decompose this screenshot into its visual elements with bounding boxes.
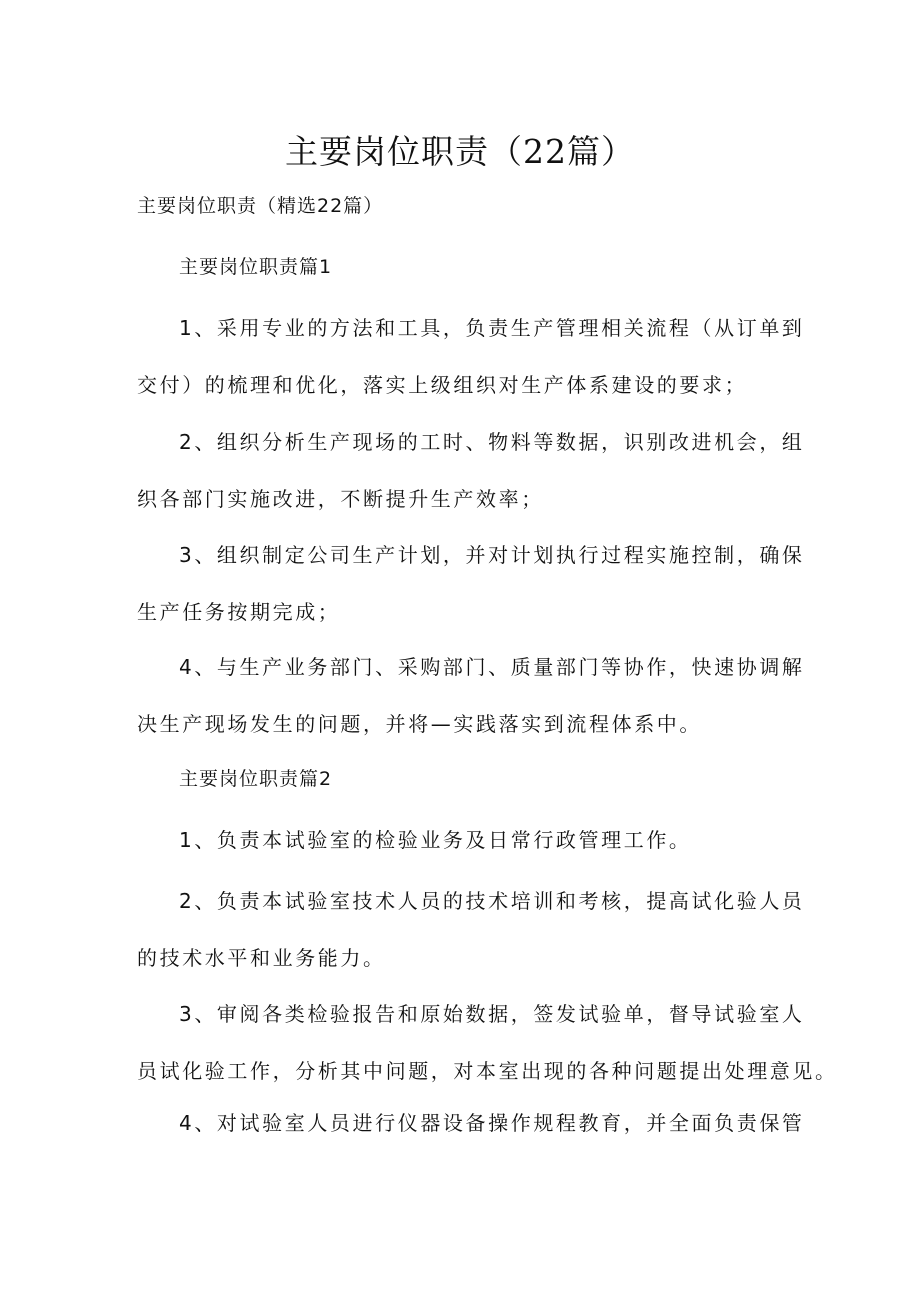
paragraph-line: 4、与生产业务部门、采购部门、质量部门等协作，快速协调解 bbox=[179, 655, 805, 679]
paragraph-line: 4、对试验室人员进行仪器设备操作规程教育，并全面负责保管 bbox=[179, 1111, 805, 1135]
paragraph-line: 1、采用专业的方法和工具，负责生产管理相关流程（从订单到 bbox=[179, 316, 805, 340]
paragraph-line: 2、组织分析生产现场的工时、物料等数据，识别改进机会，组 bbox=[179, 430, 805, 454]
paragraph-line: 1、负责本试验室的检验业务及日常行政管理工作。 bbox=[179, 828, 692, 852]
paragraph-2-4 bbox=[137, 1106, 805, 1163]
paragraph-2-1 bbox=[137, 823, 787, 880]
paragraph-line: 员试化验工作，分析其中问题，对本室出现的各种问题提出处理意见。 bbox=[137, 1059, 838, 1083]
paragraph-1-2 bbox=[137, 425, 805, 539]
paragraph-line: 生产任务按期完成； bbox=[137, 600, 341, 624]
document-title: 主要岗位职责（22篇） bbox=[285, 132, 635, 171]
section-heading-2: 主要岗位职责篇2 bbox=[179, 768, 333, 790]
paragraph-2-2 bbox=[137, 884, 805, 998]
paragraph-line: 决生产现场发生的问题，并将—实践落实到流程体系中。 bbox=[137, 712, 702, 736]
paragraph-2-3 bbox=[137, 997, 838, 1111]
paragraph-line: 3、审阅各类检验报告和原始数据，签发试验单，督导试验室人 bbox=[179, 1002, 805, 1026]
paragraph-1-4 bbox=[137, 650, 805, 764]
paragraph-line: 织各部门实施改进，不断提升生产效率； bbox=[137, 487, 544, 511]
paragraph-line: 的技术水平和业务能力。 bbox=[137, 946, 386, 970]
paragraph-line: 2、负责本试验室技术人员的技术培训和考核，提高试化验人员 bbox=[179, 889, 805, 913]
paragraph-1-1 bbox=[137, 311, 805, 425]
paragraph-line: 交付）的梳理和优化，落实上级组织对生产体系建设的要求； bbox=[137, 373, 748, 397]
paragraph-1-3 bbox=[137, 538, 805, 652]
document-subtitle: 主要岗位职责（精选22篇） bbox=[137, 195, 384, 217]
section-heading-1: 主要岗位职责篇1 bbox=[179, 256, 333, 278]
paragraph-line: 3、组织制定公司生产计划，并对计划执行过程实施控制，确保 bbox=[179, 543, 805, 567]
